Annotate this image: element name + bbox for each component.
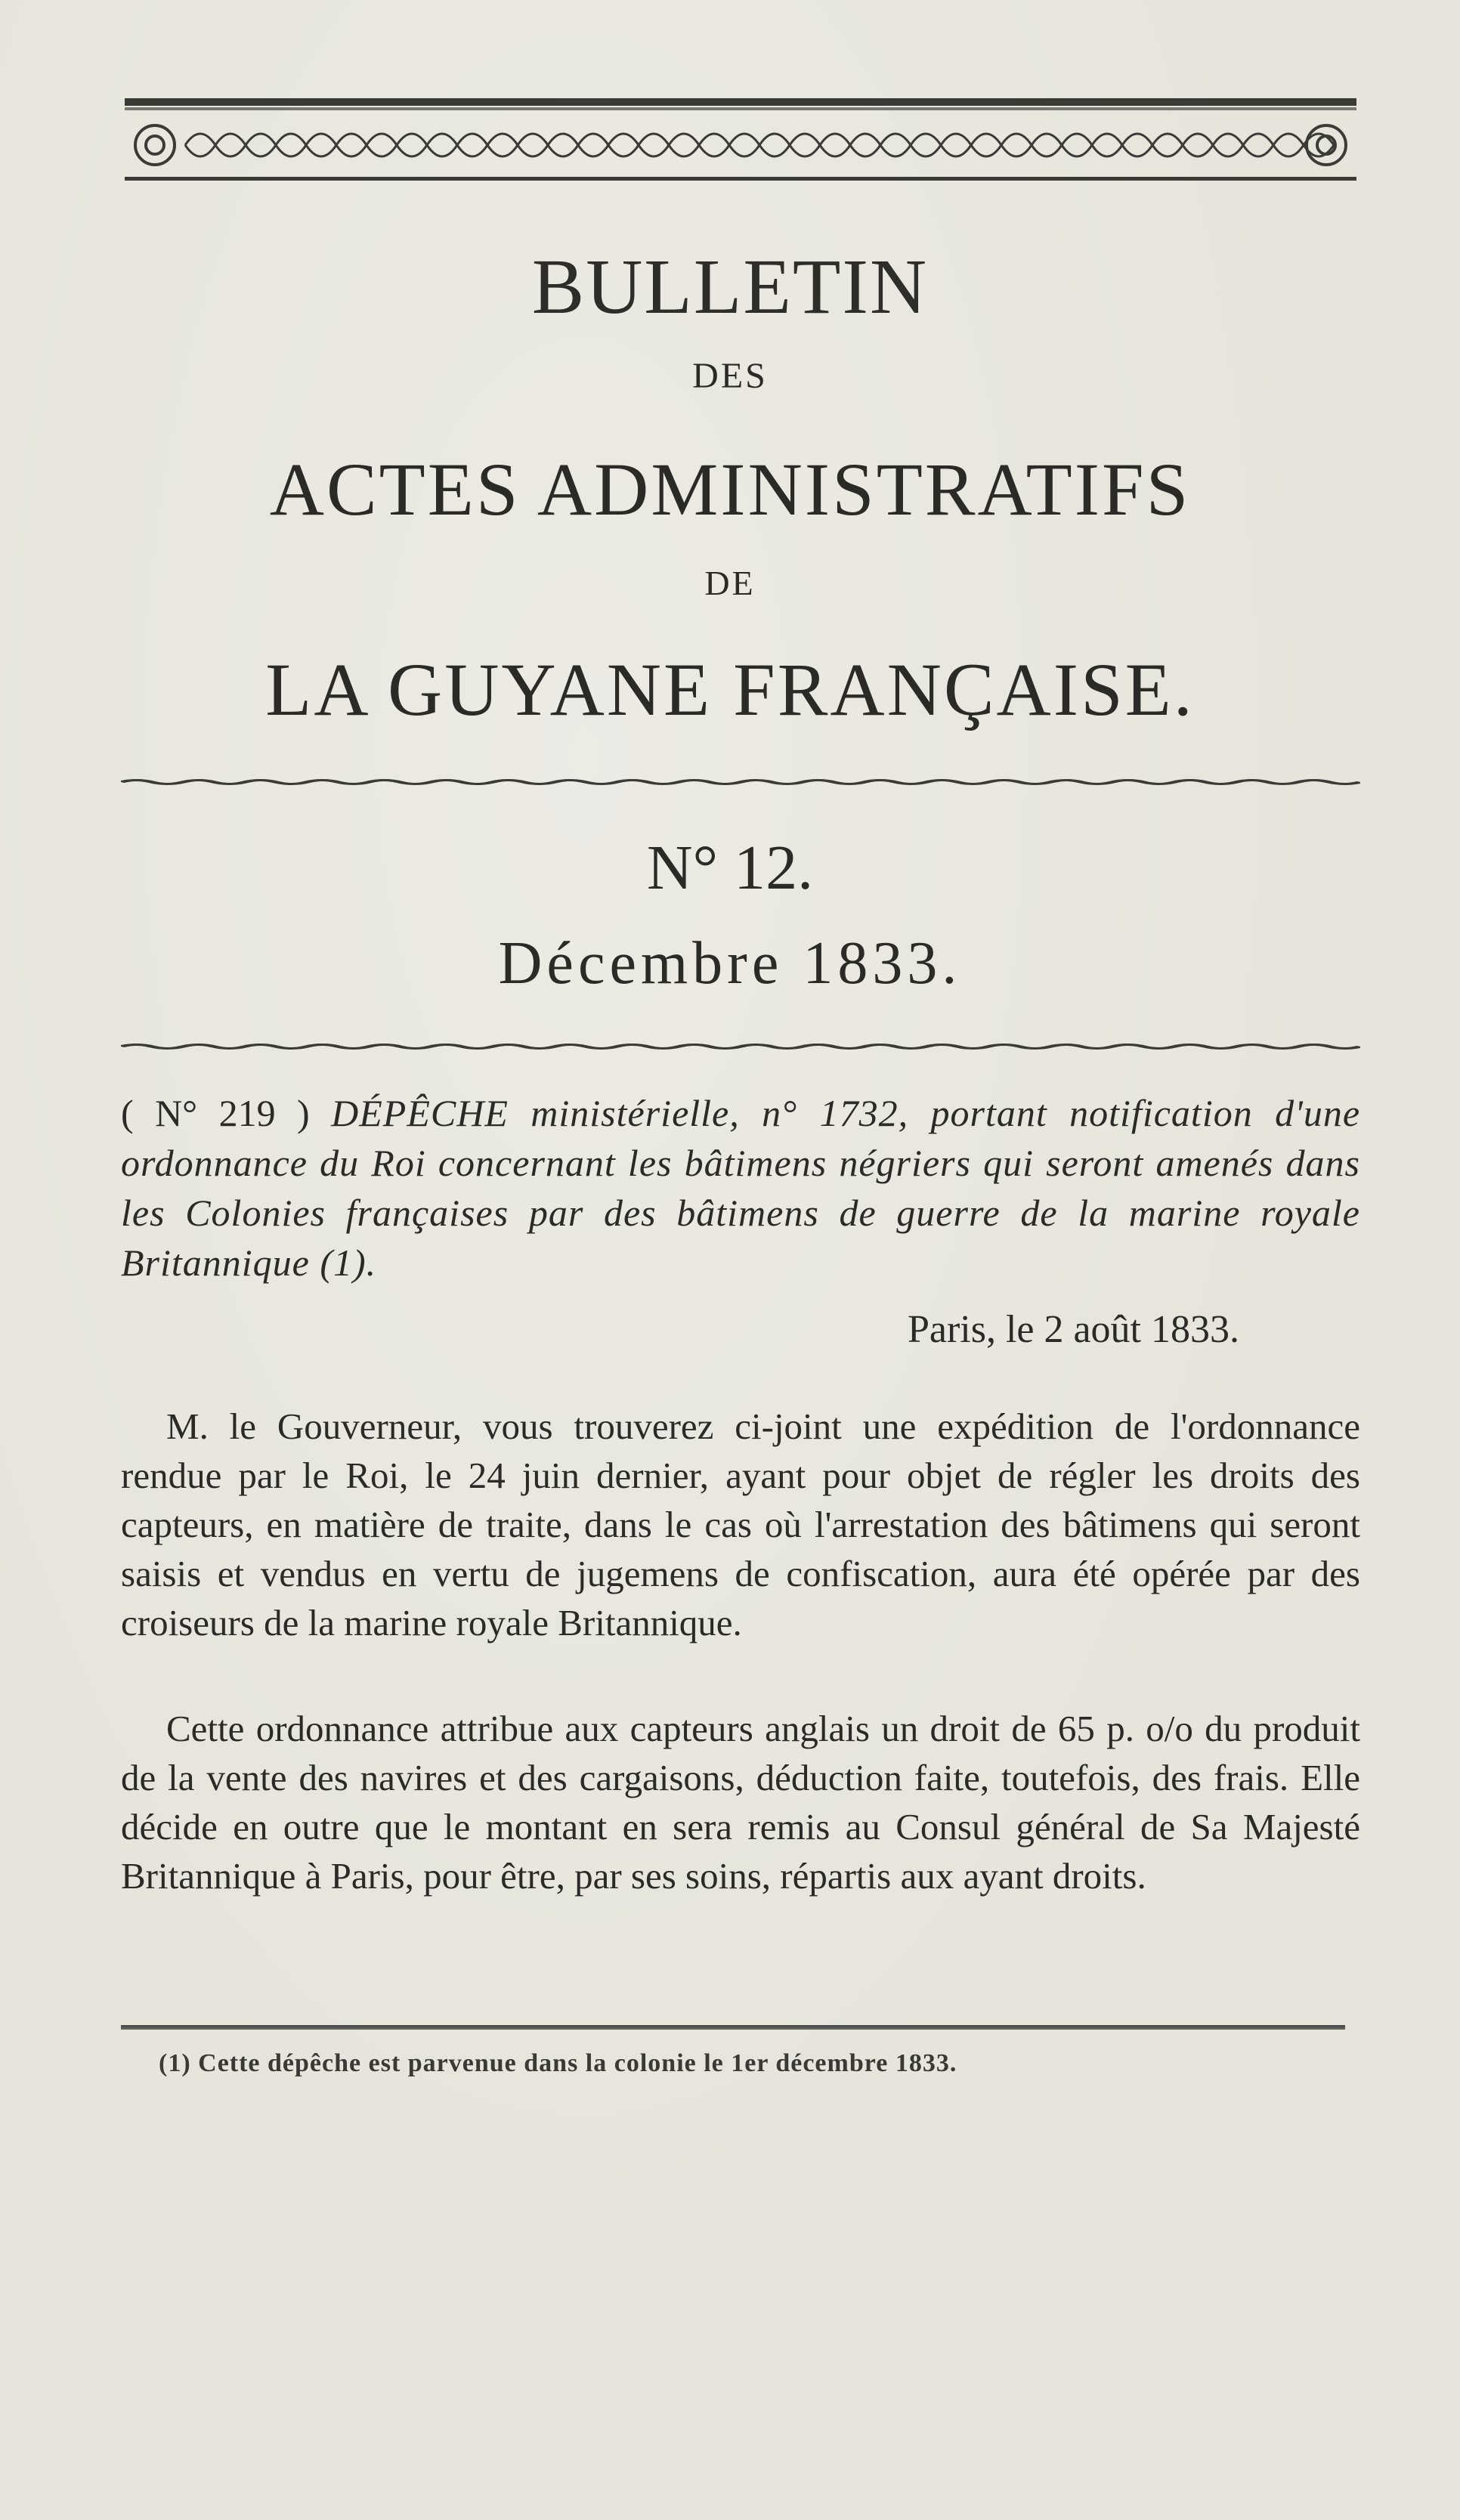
title-bulletin: BULLETIN [531, 243, 929, 330]
decorative-ornament-band [125, 98, 1356, 187]
title-des: DES [692, 356, 768, 396]
footnote-rule [121, 2025, 1345, 2030]
title-actes-administratifs: ACTES ADMINISTRATIFS [269, 447, 1191, 531]
wavy-divider-top [121, 778, 1360, 786]
article-title: DÉPÊCHE ministérielle, n° 1732, portant notification d'une ordonnance du Roi concernant les bâtimens négriers qui seront amenés dans les Colonies françaises par des bâtimens de guerre de la marine royale Britannique (1). [121, 1092, 1361, 1284]
place-and-date: Paris, le 2 août 1833. [907, 1308, 1239, 1351]
article-heading [121, 1088, 1360, 1288]
issue-date: Décembre 1833. [498, 930, 962, 997]
title-de: DE [704, 564, 756, 602]
footnote: (1) Cette dépêche est parvenue dans la colonie le 1er décembre 1833. [159, 2049, 957, 2077]
wavy-divider-bottom [121, 1043, 1360, 1050]
title-guyane-francaise: LA GUYANE FRANÇAISE. [265, 648, 1195, 731]
issue-number: N° 12. [646, 833, 814, 903]
paragraph-2: Cette ordonnance attribue aux capteurs anglais un droit de 65 p. o/o du produit de la vente des navires et des cargaisons, déduction faite, toutefois, des frais. Elle décide en outre que le montant en sera remis au Consul général de Sa Majesté Britannique à Paris, pour être, par ses soins, répartis aux ayant droits. [121, 1708, 1360, 1897]
paragraph-1: M. le Gouverneur, vous trouverez ci-joint une expédition de l'ordonnance rendue par le Roi, le 24 juin dernier, ayant pour objet de régler les droits des capteurs, en matière de traite, dans le cas où l'arrestation des bâtimens qui seront saisis et vendus en vertu de jugemens de confiscation, aura été opérée par des croiseurs de la marine royale Britannique. [121, 1405, 1360, 1643]
article-reference: ( N° 219 ) [121, 1092, 310, 1134]
